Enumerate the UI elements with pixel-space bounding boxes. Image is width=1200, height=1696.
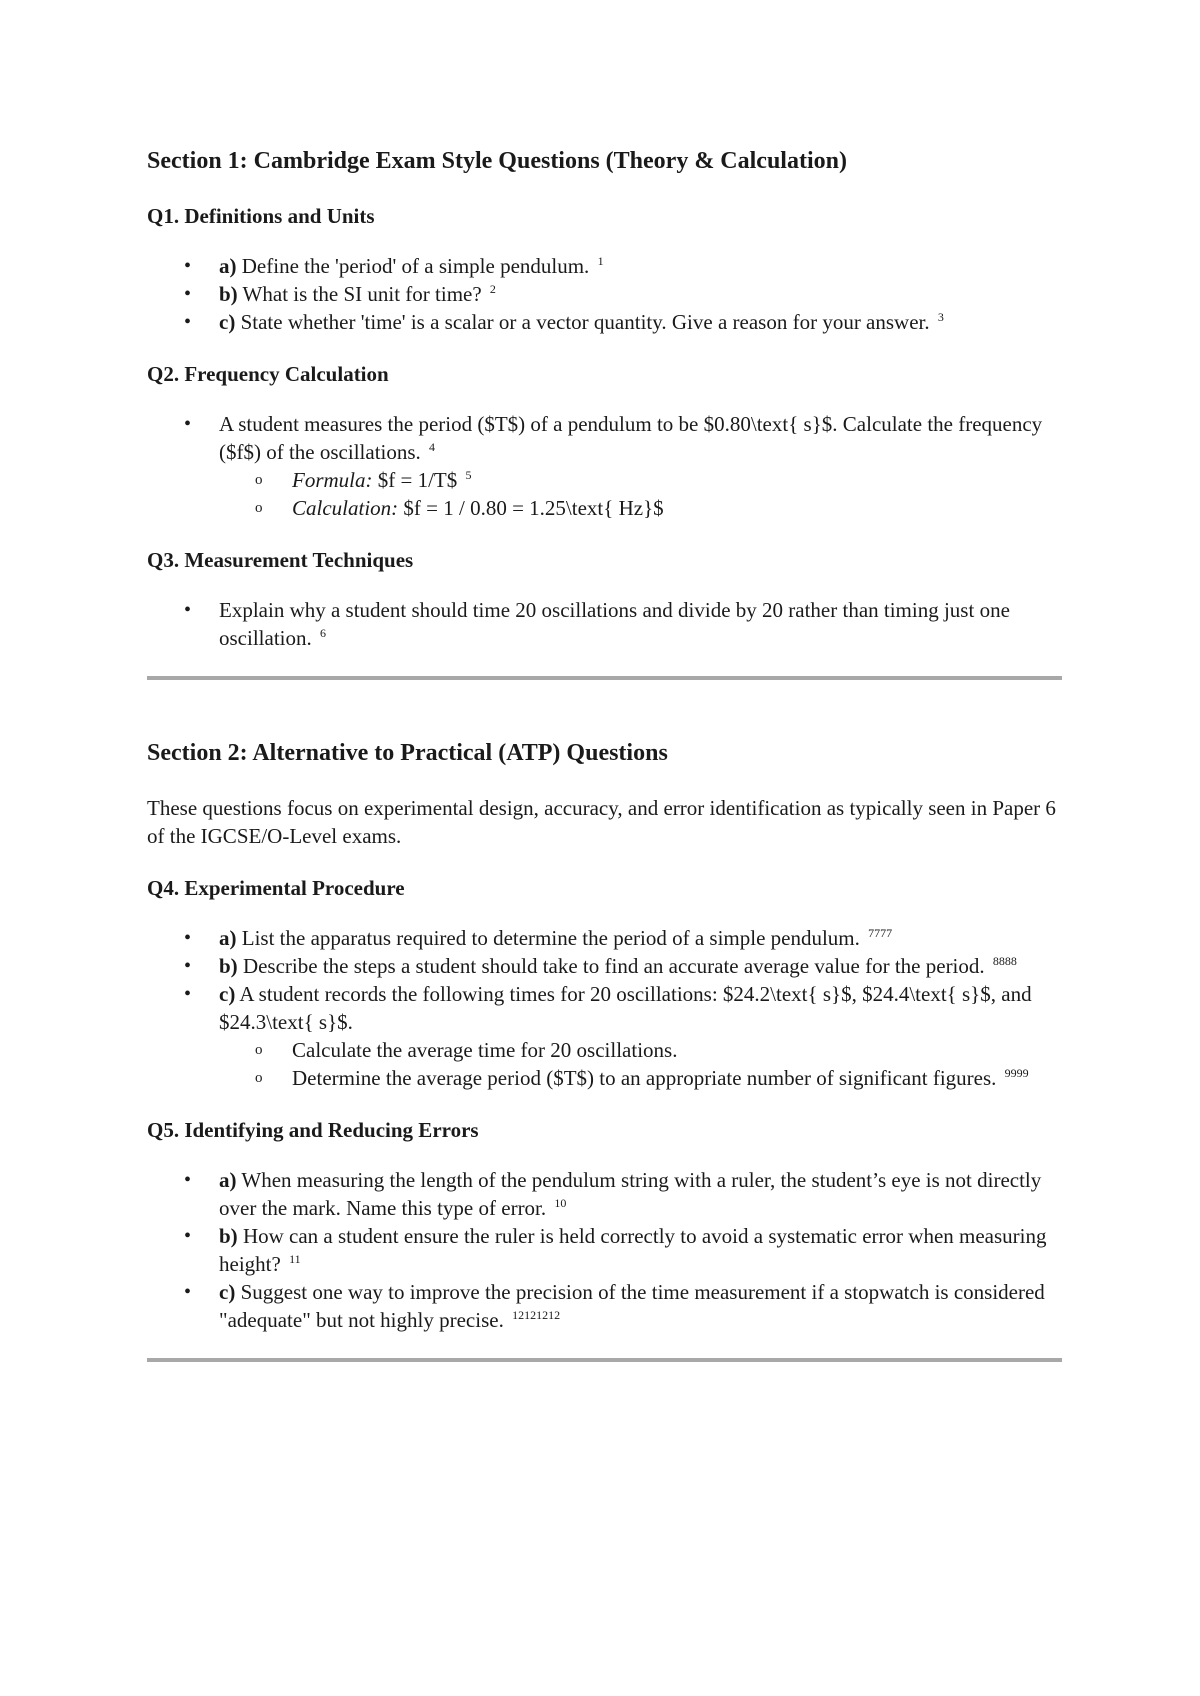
q4-heading: Q4. Experimental Procedure	[147, 876, 405, 900]
item-label: a)	[219, 254, 237, 278]
item-label: b)	[219, 282, 238, 306]
bullet-icon: •	[184, 1225, 192, 1247]
item-text: What is the SI unit for time?	[237, 282, 487, 306]
list-item	[147, 596, 1062, 652]
footnote-ref: 12121212	[512, 1308, 561, 1322]
item-text: Suggest one way to improve the precision of the time measurement if a stopwatch is considered "adequate" but not highly precise.	[219, 1280, 1045, 1332]
list-item	[147, 1166, 1062, 1222]
footnote-ref: 4	[429, 440, 436, 454]
item-text: List the apparatus required to determine the period of a simple pendulum.	[236, 926, 866, 950]
q4-sub-list	[219, 1036, 1062, 1092]
bullet-icon: •	[184, 413, 192, 435]
sub-item-text: $f = 1 / 0.80 = 1.25\text{ Hz}$	[398, 496, 664, 520]
horizontal-divider	[147, 1358, 1062, 1362]
bullet-icon: •	[184, 1169, 192, 1191]
item-text: Describe the steps a student should take to find an accurate average value for the period.	[237, 954, 990, 978]
item-text: Explain why a student should time 20 oscillations and divide by 20 rather than timing just one oscillation.	[219, 598, 1010, 650]
footnote-ref: 2	[489, 282, 496, 296]
q1-heading: Q1. Definitions and Units	[147, 204, 375, 228]
item-label: a)	[219, 1168, 237, 1192]
footnote-ref: 7777	[868, 926, 893, 940]
bullet-icon: •	[184, 599, 192, 621]
bullet-icon: •	[184, 255, 192, 277]
circle-bullet-icon: o	[255, 500, 263, 516]
section-2-heading: Section 2: Alternative to Practical (ATP) Questions	[147, 740, 668, 766]
q2-list	[147, 410, 1062, 522]
list-item	[147, 952, 1062, 980]
section-1-heading: Section 1: Cambridge Exam Style Questions (Theory & Calculation)	[147, 148, 847, 174]
q2-sub-list	[219, 466, 1062, 522]
item-text: State whether 'time' is a scalar or a vector quantity. Give a reason for your answer.	[235, 310, 935, 334]
sub-list-item	[219, 1064, 1062, 1092]
circle-bullet-icon: o	[255, 1070, 263, 1086]
sub-item-label: Formula:	[292, 468, 373, 492]
q2-heading: Q2. Frequency Calculation	[147, 362, 389, 386]
item-label: b)	[219, 954, 238, 978]
bullet-icon: •	[184, 283, 192, 305]
q5-list	[147, 1166, 1062, 1334]
list-item	[147, 1278, 1062, 1334]
footnote-ref: 5	[465, 468, 472, 482]
sub-list-item	[219, 466, 1062, 494]
sub-item-text: Determine the average period ($T$) to an appropriate number of significant figures.	[292, 1066, 1002, 1090]
item-text: How can a student ensure the ruler is held correctly to avoid a systematic error when measuring height?	[219, 1224, 1047, 1276]
item-label: b)	[219, 1224, 238, 1248]
list-item	[147, 410, 1062, 522]
sub-list-item	[219, 1036, 1062, 1064]
item-text: A student records the following times for 20 oscillations: $24.2\text{ s}$, $24.4\text{ s}$, and $24.3\text{ s}$.	[219, 982, 1032, 1034]
footnote-ref: 11	[289, 1252, 301, 1266]
list-item	[147, 924, 1062, 952]
bullet-icon: •	[184, 927, 192, 949]
document-page	[147, 146, 1062, 1362]
footnote-ref: 8888	[992, 954, 1017, 968]
item-label: c)	[219, 982, 236, 1006]
list-item	[147, 280, 1062, 308]
q5-heading: Q5. Identifying and Reducing Errors	[147, 1118, 479, 1142]
q1-list	[147, 252, 1062, 336]
item-label: c)	[219, 310, 236, 334]
list-item	[147, 252, 1062, 280]
footnote-ref: 1	[597, 254, 604, 268]
sub-item-text: $f = 1/T$	[372, 468, 463, 492]
q4-list	[147, 924, 1062, 1092]
bullet-icon: •	[184, 983, 192, 1005]
item-text: Define the 'period' of a simple pendulum.	[236, 254, 595, 278]
item-label: c)	[219, 1280, 236, 1304]
bullet-icon: •	[184, 311, 192, 333]
list-item	[147, 1222, 1062, 1278]
item-text: A student measures the period ($T$) of a pendulum to be $0.80\text{ s}$. Calculate the frequency ($f$) of the oscillations.	[219, 412, 1043, 464]
section-2-intro: These questions focus on experimental design, accuracy, and error identification as typically seen in Paper 6 of the IGCSE/O-Level exams.	[147, 796, 1056, 848]
sub-item-text: Calculate the average time for 20 oscillations.	[292, 1038, 678, 1062]
item-label: a)	[219, 926, 237, 950]
q3-heading: Q3. Measurement Techniques	[147, 548, 414, 572]
bullet-icon: •	[184, 955, 192, 977]
bullet-icon: •	[184, 1281, 192, 1303]
circle-bullet-icon: o	[255, 472, 263, 488]
q3-list	[147, 596, 1062, 652]
footnote-ref: 3	[937, 310, 944, 324]
list-item	[147, 980, 1062, 1092]
sub-list-item	[219, 494, 1062, 522]
footnote-ref: 6	[320, 626, 326, 640]
item-text: When measuring the length of the pendulum string with a ruler, the student’s eye is not directly over the mark. Name this type of error.	[219, 1168, 1042, 1220]
footnote-ref: 10	[554, 1196, 567, 1210]
circle-bullet-icon: o	[255, 1042, 263, 1058]
list-item	[147, 308, 1062, 336]
sub-item-label: Calculation:	[292, 496, 399, 520]
footnote-ref: 9999	[1004, 1066, 1029, 1080]
